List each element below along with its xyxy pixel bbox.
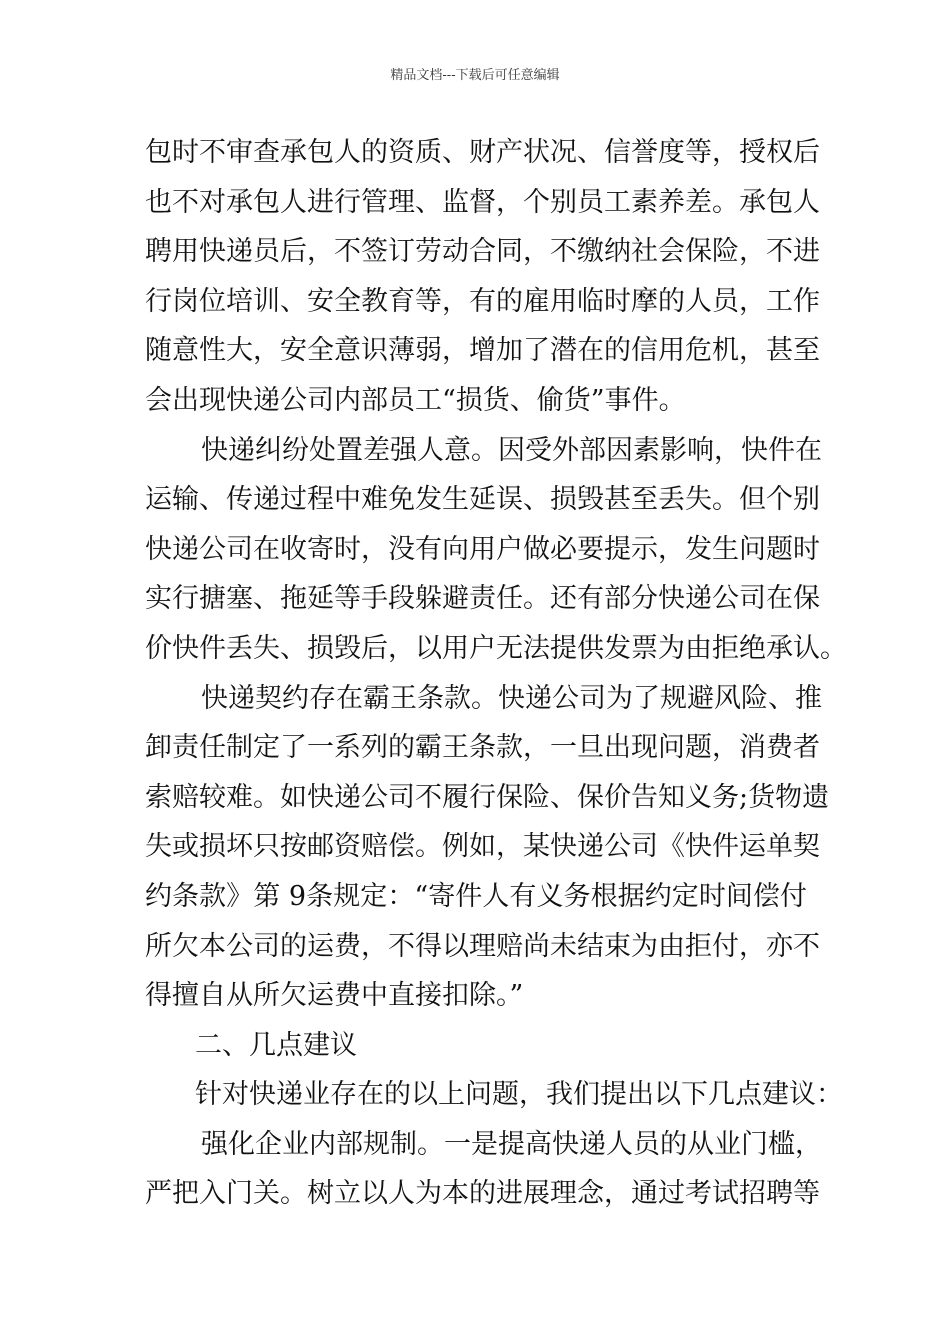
text-line: 卸责任制定了一系列的霸王条款，一旦出现问题，消费者: [145, 732, 820, 764]
text-line: 随意性大，安全意识薄弱，增加了潜在的信用危机，甚至: [145, 335, 820, 367]
text-line: 运输、传递过程中难免发生延误、损毁甚至丢失。但个别: [145, 484, 820, 516]
paragraph-first-line: 快递契约存在霸王条款。快递公司为了规避风险、推: [201, 682, 822, 714]
text-line: 索赔较难。如快递公司不履行保险、保价告知义务;货物遗: [145, 781, 830, 813]
text-line: 快递公司在收寄时，没有向用户做必要提示，发生问题时: [145, 533, 820, 565]
paragraph-first-line: 针对快递业存在的以上问题，我们提出以下几点建议：: [195, 1079, 843, 1111]
text-line: 行岗位培训、安全教育等，有的雇用临时摩的人员，工作: [145, 285, 820, 317]
text-line: 聘用快递员后，不签订劳动合同，不缴纳社会保险，不进: [145, 236, 820, 268]
section-heading: 二、几点建议: [195, 1029, 357, 1061]
text-line: 所欠本公司的运费，不得以理赔尚未结束为由拒付，亦不: [145, 930, 820, 962]
text-line: 得擅自从所欠运费中直接扣除。”: [145, 980, 524, 1012]
text-line: 严把入门关。树立以人为本的进展理念，通过考试招聘等: [145, 1178, 820, 1210]
text-line: 价快件丢失、损毁后，以用户无法提供发票为由拒绝承认。: [145, 632, 847, 664]
document-body: [145, 128, 847, 1219]
text-line: 包时不审查承包人的资质、财产状况、信誉度等，授权后: [145, 137, 820, 168]
text-line: 会出现快递公司内部员工“损货、偷货”事件。: [145, 384, 686, 416]
text-line: 实行搪塞、拖延等手段躲避责任。还有部分快递公司在保: [145, 583, 820, 615]
text-line: 也不对承包人进行管理、监督，个别员工素养差。承包人: [145, 186, 820, 218]
paragraph-first-line: 快递纠纷处置差强人意。因受外部因素影响，快件在: [201, 434, 822, 466]
paragraph-first-line: 强化企业内部规制。一是提高快递人员的从业门槛，: [201, 1128, 822, 1160]
page-header: 精品文档---下载后可任意编辑: [390, 68, 560, 83]
text-line: 失或损坏只按邮资赔偿。例如，某快递公司《快件运单契: [145, 831, 820, 863]
text-line: 约条款》第 9条规定：“寄件人有义务根据约定时间偿付: [145, 880, 807, 912]
